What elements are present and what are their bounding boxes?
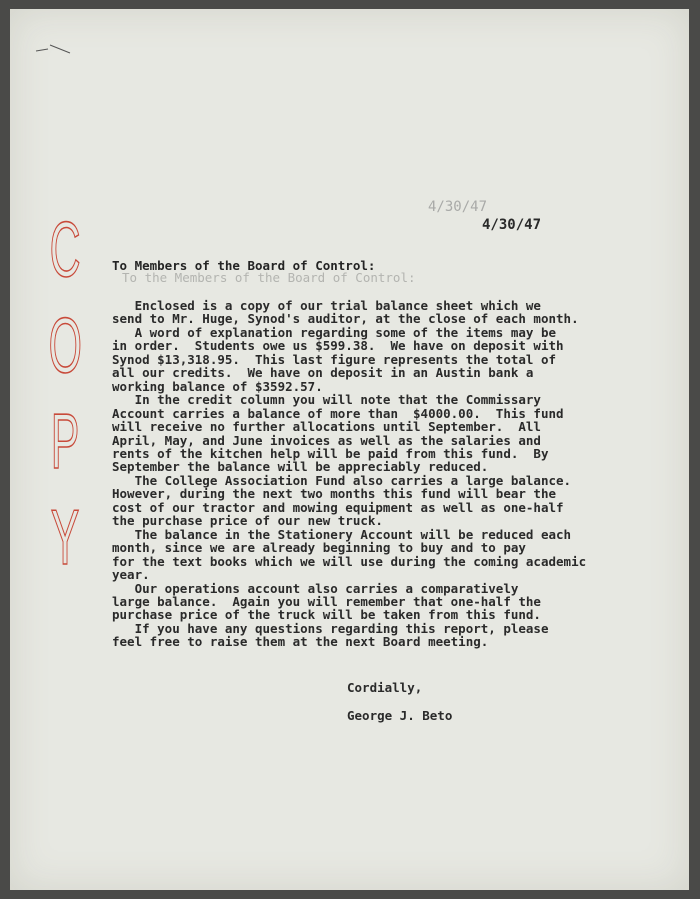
body-line: If you have any questions regarding this report, please	[112, 620, 549, 636]
copy-stamp-letter: C	[49, 205, 81, 293]
body-line: A word of explanation regarding some of the items may be	[112, 324, 557, 340]
body-line: The College Association Fund also carries a large balance.	[112, 472, 572, 488]
document-page	[10, 9, 689, 890]
letter-date: 4/30/47	[482, 217, 542, 233]
body-line: send to Mr. Huge, Synod's auditor, at the close of each month.	[112, 311, 579, 327]
copy-stamp-letter: O	[48, 301, 82, 389]
body-line: large balance. Again you will remember that one-half the	[112, 593, 541, 609]
body-line: cost of our tractor and mowing equipment as well as one-half	[112, 499, 564, 515]
body-line: rents of the kitchen help will be paid from this fund. By	[112, 445, 549, 461]
closing: Cordially,	[347, 680, 423, 695]
body-line: all our credits. We have on deposit in an Austin bank a	[112, 365, 534, 381]
body-line: The balance in the Stationery Account will be reduced each	[112, 526, 572, 542]
letter-body	[112, 299, 632, 649]
signature-name: George J. Beto	[347, 708, 453, 723]
copy-stamp-letter: P	[50, 397, 80, 485]
body-line: Our operations account also carries a comparatively	[112, 580, 519, 596]
body-line: However, during the next two months this fund will bear the	[112, 486, 557, 502]
body-line: will receive no further allocations until September. All	[112, 419, 541, 435]
body-line: for the text books which we will use during the coming academic	[112, 553, 587, 569]
body-line: the purchase price of our new truck.	[112, 513, 383, 529]
salutation: To Members of the Board of Control:	[112, 258, 376, 273]
body-line: In the credit column you will note that the Commissary	[112, 392, 541, 408]
body-line: month, since we are already beginning to buy and to pay	[112, 540, 526, 556]
body-line: September the balance will be appreciably reduced.	[112, 459, 489, 475]
body-line: feel free to raise them at the next Board meeting.	[112, 634, 489, 650]
body-line: Synod $13,318.95. This last figure represents the total of	[112, 351, 557, 367]
body-line: working balance of $3592.57.	[112, 378, 323, 394]
copy-stamp-letter: Y	[50, 493, 80, 581]
ghost-salutation: To the Members of the Board of Control:	[122, 270, 416, 285]
body-line: Account carries a balance of more than $4000.00. This fund	[112, 405, 564, 421]
body-line: in order. Students owe us $599.38. We have on deposit with	[112, 338, 564, 354]
copy-stamp	[40, 201, 90, 585]
pencil-mark	[34, 43, 74, 55]
body-line: purchase price of the truck will be taken from this fund.	[112, 607, 541, 623]
body-line: Enclosed is a copy of our trial balance sheet which we	[112, 298, 541, 313]
body-line: April, May, and June invoices as well as the salaries and	[112, 432, 541, 448]
body-line: year.	[112, 567, 150, 583]
ghost-date: 4/30/47	[428, 199, 488, 215]
